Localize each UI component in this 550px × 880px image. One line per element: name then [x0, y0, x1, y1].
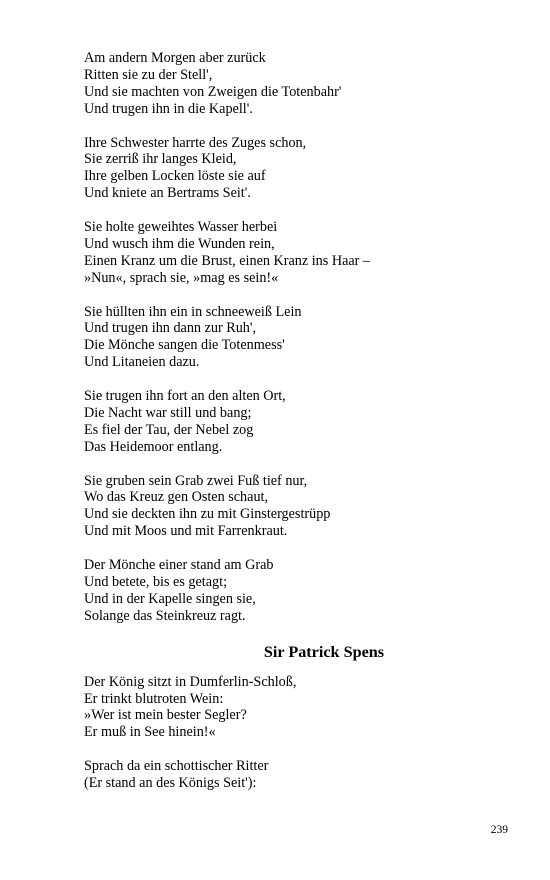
verse-line: Wo das Kreuz gen Osten schaut,	[84, 489, 269, 506]
stanza	[84, 50, 484, 118]
verse-line: Sie zerriß ihr langes Kleid,	[84, 151, 237, 168]
verse-line: Und Litaneien dazu.	[84, 354, 200, 371]
verse-line: Ritten sie zu der Stell',	[84, 66, 213, 83]
stanza	[84, 219, 484, 287]
stanza	[84, 674, 484, 742]
verse-line: Ihre gelben Locken löste sie auf	[84, 168, 266, 185]
verse-line: Sie hüllten ihn ein in schneeweiß Lein	[84, 303, 302, 320]
verse-line: Er trinkt blutroten Wein:	[84, 690, 224, 707]
stanza	[84, 473, 484, 541]
section-title: Sir Patrick Spens	[263, 642, 385, 661]
verse-line: Und kniete an Bertrams Seit'.	[84, 185, 251, 202]
verse-line: Sprach da ein schottischer Ritter	[84, 758, 269, 775]
verse-line: Die Mönche sangen die Totenmess'	[84, 337, 285, 354]
verse-line: »Wer ist mein bester Segler?	[84, 707, 247, 724]
verse-line: Das Heidemoor entlang.	[84, 438, 223, 455]
stanza	[84, 758, 484, 792]
verse-line: Es fiel der Tau, der Nebel zog	[84, 421, 254, 438]
verse-line: Er muß in See hinein!«	[84, 724, 216, 741]
verse-line: Und sie deckten ihn zu mit Ginstergestrüpp	[84, 506, 331, 523]
poem-ballad-end	[84, 50, 484, 625]
verse-line: Und mit Moos und mit Farrenkraut.	[84, 523, 288, 540]
verse-line: Die Nacht war still und bang;	[84, 404, 252, 421]
verse-line: Der Mönche einer stand am Grab	[84, 557, 274, 574]
page-number: 239	[490, 824, 508, 836]
verse-line: Der König sitzt in Dumferlin-Schloß,	[84, 673, 297, 690]
verse-line: Sie trugen ihn fort an den alten Ort,	[84, 388, 286, 405]
stanza	[84, 304, 484, 372]
verse-line: Und in der Kapelle singen sie,	[84, 590, 256, 607]
poem-sir-patrick-spens	[84, 674, 484, 792]
stanza	[84, 135, 484, 203]
verse-line: Ihre Schwester harrte des Zuges schon,	[84, 134, 307, 151]
verse-line: Sie gruben sein Grab zwei Fuß tief nur,	[84, 472, 308, 489]
verse-line: Solange das Steinkreuz ragt.	[84, 607, 246, 624]
verse-line: Und betete, bis es getagt;	[84, 574, 228, 590]
verse-line: Und trugen ihn dann zur Ruh',	[84, 320, 256, 337]
verse-line: Und wusch ihm die Wunden rein,	[84, 235, 275, 252]
verse-line: »Nun«, sprach sie, »mag es sein!«	[84, 269, 279, 286]
verse-line: Am andern Morgen aber zurück	[84, 50, 266, 66]
poem-text	[84, 50, 484, 809]
verse-line: Einen Kranz um die Brust, einen Kranz ins Haar –	[84, 252, 371, 269]
verse-line: Sie holte geweihtes Wasser herbei	[84, 219, 278, 236]
verse-line: Und sie machten von Zweigen die Totenbahr'	[84, 83, 342, 100]
verse-line: Und trugen ihn in die Kapell'.	[84, 100, 253, 117]
stanza	[84, 388, 484, 456]
stanza	[84, 557, 484, 625]
verse-line: (Er stand an des Königs Seit'):	[84, 775, 257, 792]
